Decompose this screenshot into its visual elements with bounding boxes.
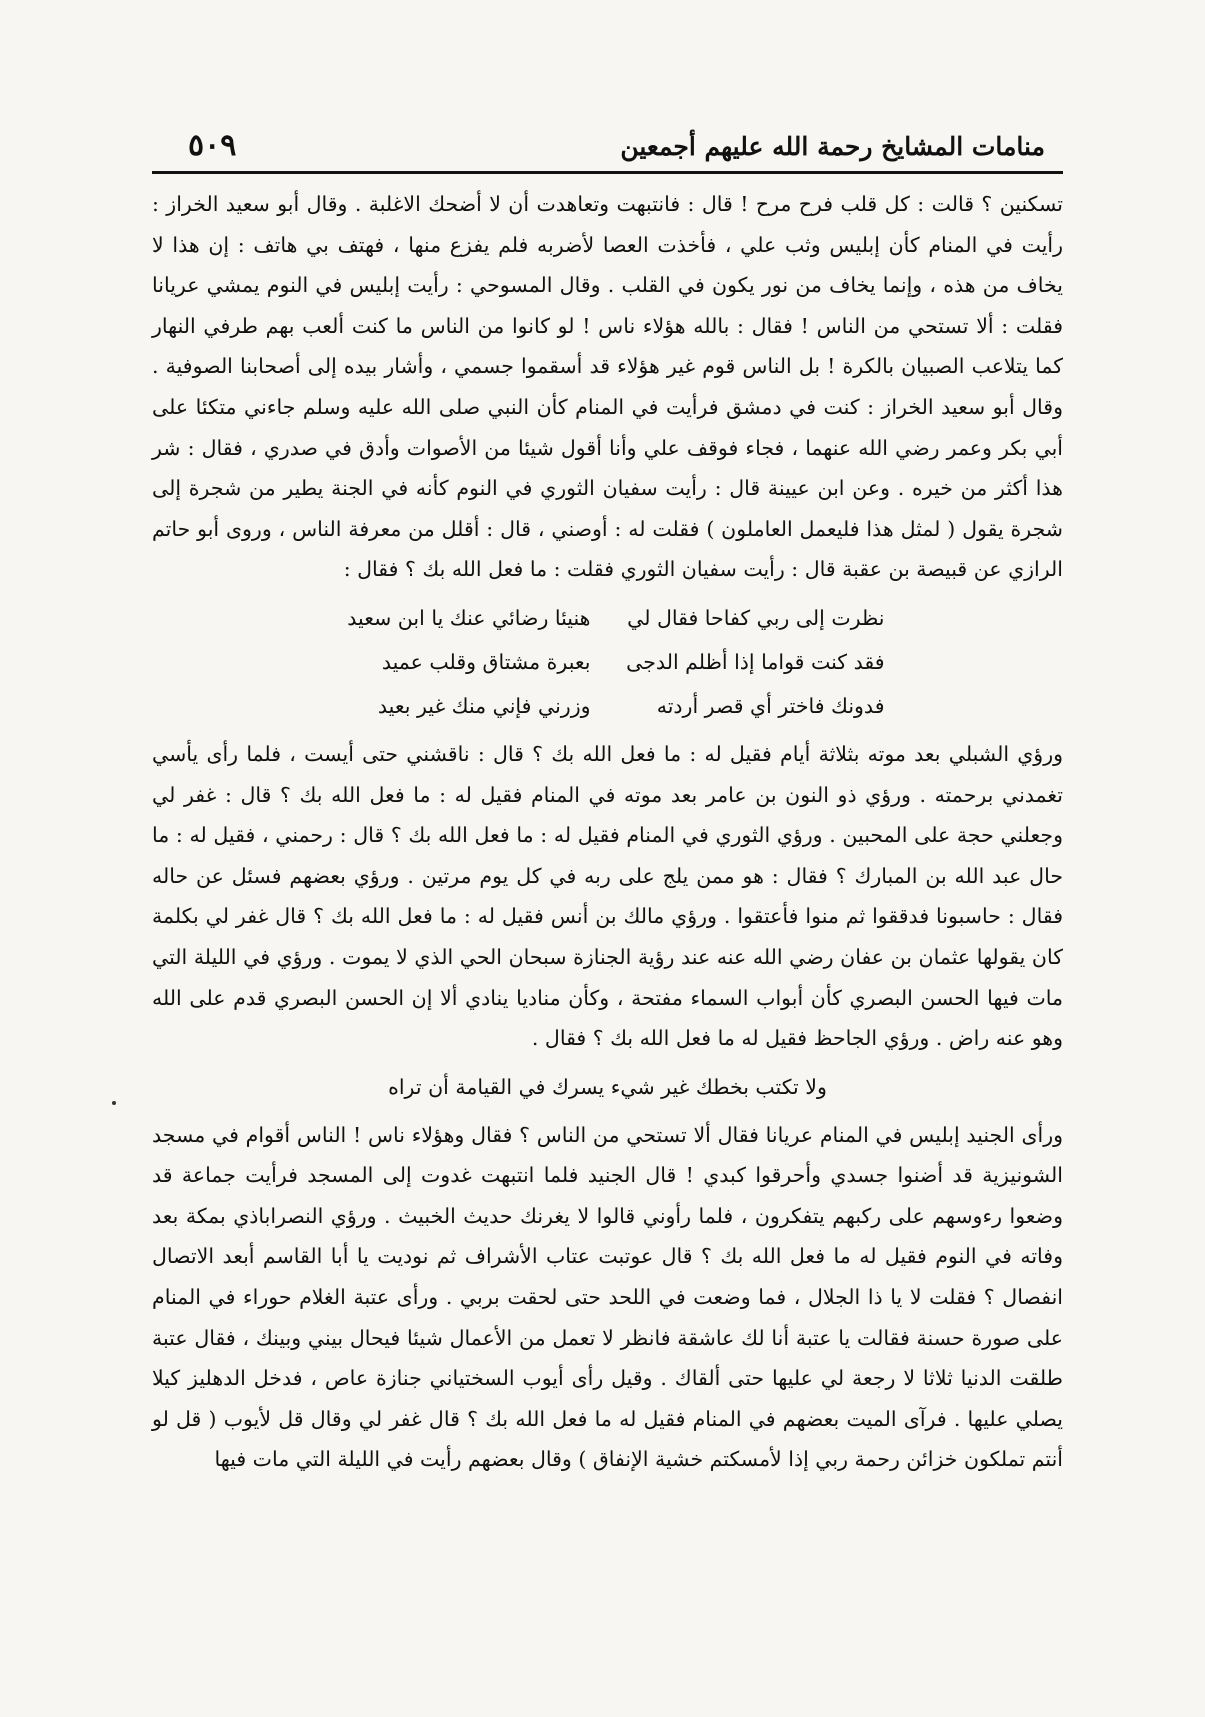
verse-2-first-hemistich: فقد كنت قواما إذا أظلم الدجى	[626, 649, 885, 674]
verse-2-second-hemistich: بعبرة مشتاق وقلب عميد	[381, 649, 591, 674]
poem-verse-3	[152, 684, 1063, 728]
single-verse: ولا تكتب بخطك غير شيء يسرك في القيامة أن تراه	[388, 1074, 827, 1099]
poem-verse-1	[152, 596, 1063, 640]
margin-dot	[112, 1101, 116, 1105]
verse-1-first-hemistich: نظرت إلى ربي كفاحا فقال لي	[627, 605, 885, 630]
paragraph-3: ورأى الجنيد إبليس في المنام عريانا فقال ألا تستحي من الناس ؟ فقال وهؤلاء ناس ! الناس أقوام في مسجد الشونيزية قد أضنوا جسدي وأحرقوا كبدي ! قال الجنيد فلما انتبهت غدوت إلى المسجد فرأيت جماعة قد وضعوا رءوسهم على ركبهم يتفكرون ، فلما رأوني قالوا لا يغرنك حديث الخبيث . ورؤي النصراباذي بمكة بعد وفاته في النوم فقيل له ما فعل الله بك ؟ قال عوتبت عتاب الأشراف ثم نوديت يا أبا القاسم أبعد الاتصال انفصال ؟ فقلت لا يا ذا الجلال ، فما وضعت في اللحد حتى لحقت بربي . ورأى عتبة الغلام حوراء في المنام على صورة حسنة فقالت يا عتبة أنا لك عاشقة فانظر لا تعمل من الأعمال شيئا فيحال بيني وبينك ، فقال عتبة طلقت الدنيا ثلاثا لا رجعة لي عليها حتى ألقاك . وقيل رأى أيوب السختياني جنازة عاص ، فدخل الدهليز كيلا يصلي عليها . فرآى الميت بعضهم في المنام فقيل له ما فعل الله بك ؟ قال غفر لي وقال قل لأيوب ( قل لو أنتم تملكون خزائن رحمة ربي إذا لأمسكتم خشية الإنفاق ) وقال بعضهم رأيت في الليلة التي مات فيها	[152, 1122, 1063, 1472]
verse-1-second-hemistich: هنيئا رضائي عنك يا ابن سعيد	[347, 605, 591, 630]
paragraph-2: ورؤي الشبلي بعد موته بثلاثة أيام فقيل له : ما فعل الله بك ؟ قال : ناقشني حتى أيست ، فلما رأى يأسي تغمدني برحمته . ورؤي ذو النون بن عامر بعد موته في المنام فقيل له : ما فعل الله بك ؟ قال : غفر لي وجعلني حجة على المحبين . ورؤي الثوري في المنام فقيل له : ما فعل الله بك ؟ قال : رحمني ، فقيل له : ما حال عبد الله بن المبارك ؟ فقال : هو ممن يلج على ربه في كل يوم مرتين . ورؤي بعضهم فسئل عن حاله فقال : حاسبونا فدققوا ثم منوا فأعتقوا . ورؤي مالك بن أنس فقيل له : ما فعل الله بك ؟ قال غفر لي بكلمة كان يقولها عثمان بن عفان رضي الله عنه عند رؤية الجنازة سبحان الحي الذي لا يموت . ورؤي في الليلة التي مات فيها الحسن البصري كأن أبواب السماء مفتحة ، وكأن مناديا ينادي ألا إن الحسن البصري قدم على الله وهو عنه راض . ورؤي الجاحظ فقيل له ما فعل الله بك ؟ فقال .	[152, 741, 1063, 1051]
verse-3-first-hemistich: فدونك فاختر أي قصر أردته	[656, 693, 885, 718]
paragraph-1: تسكنين ؟ قالت : كل قلب فرح مرح ! قال : فانتبهت وتعاهدت أن لا أضحك الاغلبة . وقال أبو سعيد الخراز : رأيت في المنام كأن إبليس وثب علي ، فأخذت العصا لأضربه فلم يفزع منها ، فهتف بي هاتف : إن هذا لا يخاف من هذه ، وإنما يخاف من نور يكون في القلب . وقال المسوحي : رأيت إبليس في النوم يمشي عريانا فقلت : ألا تستحي من الناس ! فقال : بالله هؤلاء ناس ! لو كانوا من الناس ما كنت ألعب بهم طرفي النهار كما يتلاعب الصبيان بالكرة ! بل الناس قوم غير هؤلاء قد أسقموا جسمي ، وأشار بيده إلى أصحابنا الصوفية . وقال أبو سعيد الخراز : كنت في دمشق فرأيت في المنام كأن النبي صلى الله عليه وسلم جاءني متكئا على أبي بكر وعمر رضي الله عنهما ، فجاء فوقف علي وأنا أقول شيئا من الأصوات وأدق في صدري ، فقال : شر هذا أكثر من خيره . وعن ابن عيينة قال : رأيت سفيان الثوري في النوم كأنه في الجنة يطير من شجرة إلى شجرة يقول ( لمثل هذا فليعمل العاملون ) فقلت له : أوصني ، قال : أقلل من معرفة الناس ، وروى أبو حاتم الرازي عن قبيصة بن عقبة قال : رأيت سفيان الثوري فقلت : ما فعل الله بك ؟ فقال :	[152, 192, 1063, 582]
verse-3-second-hemistich: وزرني فإني منك غير بعيد	[377, 693, 591, 718]
poem-verse-2	[152, 640, 1063, 684]
poem	[152, 596, 1063, 728]
page-header	[152, 128, 1063, 174]
page-number: ٥٠٩	[188, 128, 237, 163]
running-title: منامات المشايخ رحمة الله عليهم أجمعين	[620, 132, 1045, 161]
